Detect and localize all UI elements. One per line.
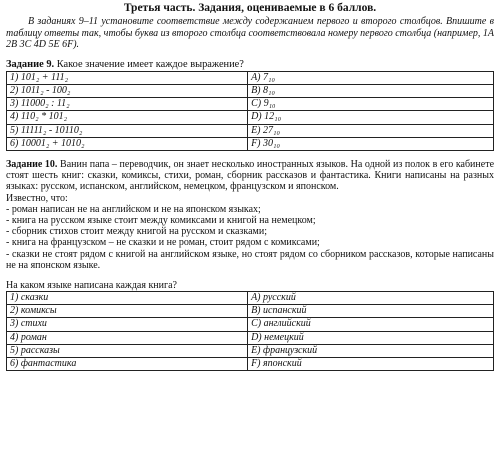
task10-language: D) немецкий: [248, 331, 494, 344]
table-row: [7, 318, 494, 331]
table-row: [7, 84, 494, 97]
task9-value: F) 30₁₀: [248, 137, 494, 150]
task10-table: [6, 291, 494, 371]
task9-question: Какое значение имеет каждое выражение?: [56, 58, 244, 70]
task9-value: B) 8₁₀: [248, 84, 494, 97]
table-row: [7, 331, 494, 344]
task10-fact: - книга на русском языке стоит между комиксами и книгой на немецком;: [6, 214, 316, 226]
task10-language: B) испанский: [248, 305, 494, 318]
task10-fact: - сборник стихов стоит между книгой на русском и сказками;: [6, 226, 267, 238]
task9-heading: [6, 59, 494, 71]
task10-fact: - сказки не стоят рядом с книгой на английском языке, но стоят рядом со сборником рассказов, которые написаны не на японском языке.: [6, 248, 494, 271]
task10-fact: - роман написан не на английском и не на японском языках;: [6, 203, 261, 215]
task10-language: C) английский: [248, 318, 494, 331]
task10-language: F) японский: [248, 357, 494, 370]
task10-book: 3) стихи: [7, 318, 248, 331]
table-row: [7, 291, 494, 304]
task10-story-text: Ванин папа – переводчик, он знает несколько иностранных языков. На одной из полок в его кабинете стоят шесть книг: сказки, комиксы, стихи, роман, сборник рассказов и фантастика. Книги написаны на разных языках: русском, испанском, английском, немецком, французском и японском.: [6, 158, 495, 193]
table-row: [7, 71, 494, 84]
task10-book: 5) рассказы: [7, 344, 248, 357]
task10-known-label: Известно, что:: [6, 192, 68, 204]
task9-expression: 1) 101₂ + 111₂: [7, 71, 248, 84]
instructions-text: В заданиях 9–11 установите соответствие между содержанием первого и второго столбцов. Впишите в таблицу ответы так, чтобы буква из второго столбца соответствовала номеру первого столбца (например, 1А 2В 3С 4D 5E 6F).: [6, 16, 494, 51]
table-row: [7, 305, 494, 318]
task9-label: Задание 9.: [6, 58, 55, 70]
table-row: [7, 344, 494, 357]
task10-language: E) французский: [248, 344, 494, 357]
task9-value: C) 9₁₀: [248, 98, 494, 111]
task9-expression: 6) 10001₂ + 1010₂: [7, 137, 248, 150]
table-row: [7, 137, 494, 150]
task10-story: [6, 159, 494, 193]
task9-expression: 5) 11111₂ - 10110₂: [7, 124, 248, 137]
task10-book: 4) роман: [7, 331, 248, 344]
table-row: [7, 98, 494, 111]
task10-book: 2) комиксы: [7, 305, 248, 318]
task9-value: E) 27₁₀: [248, 124, 494, 137]
task10-label: Задание 10.: [6, 158, 58, 170]
task9-value: A) 7₁₀: [248, 71, 494, 84]
task9-value: D) 12₁₀: [248, 111, 494, 124]
table-row: [7, 111, 494, 124]
task10-book: 1) сказки: [7, 291, 248, 304]
task9-expression: 2) 1011₂ - 100₂: [7, 84, 248, 97]
section-title: Третья часть. Задания, оцениваемые в 6 баллов.: [123, 2, 377, 14]
task9-table: [6, 71, 494, 151]
table-row: [7, 357, 494, 370]
task10-book: 6) фантастика: [7, 357, 248, 370]
task10-language: A) русский: [248, 291, 494, 304]
table-row: [7, 124, 494, 137]
task10-question: На каком языке написана каждая книга?: [6, 279, 177, 291]
task10-fact: - книга на французском – не сказки и не роман, стоит рядом с комиксами;: [6, 237, 320, 249]
task9-expression: 4) 110₂ * 101₂: [7, 111, 248, 124]
task9-expression: 3) 11000₂ : 11₂: [7, 98, 248, 111]
